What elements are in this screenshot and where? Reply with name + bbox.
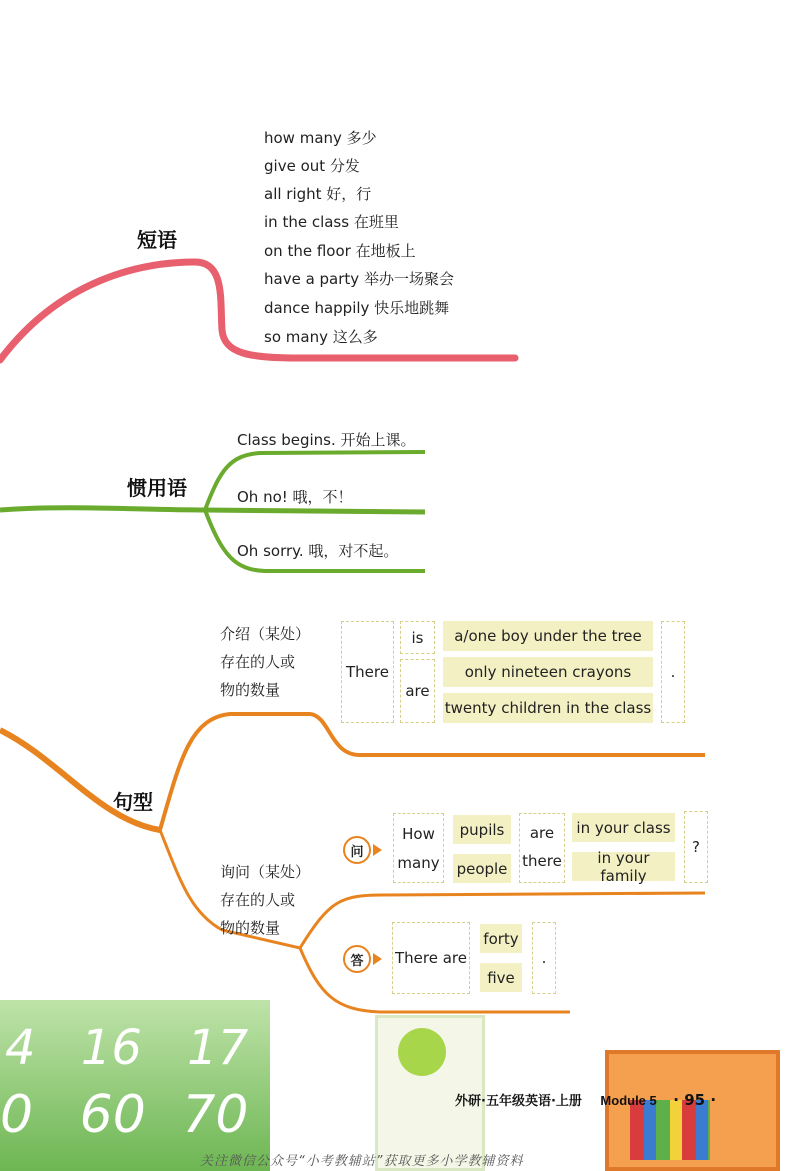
phrase-item: how many 多少 [264, 129, 377, 147]
idiom-item: Oh no! 哦，不！ [237, 488, 353, 506]
how-word: How [402, 825, 435, 843]
chalk-number: 17 [187, 1020, 249, 1076]
sentences-heading: 句型 [113, 790, 153, 814]
noun-option: people [453, 854, 511, 883]
intro-label [220, 620, 310, 704]
page-footer [455, 1090, 716, 1109]
phrase-item: so many 这么多 [264, 328, 378, 346]
idiom-item: Class begins. 开始上课。 [237, 431, 416, 449]
place-option: in your class [572, 813, 675, 842]
intro-is: is [411, 628, 424, 647]
chalk-number: 60 [79, 1085, 146, 1145]
intro-are: are [405, 682, 430, 700]
phrase-item: have a party 举办一场聚会 [264, 270, 454, 288]
phrase-item: all right 好，行 [264, 185, 372, 203]
intro-there: There [346, 663, 389, 681]
question-badge: 问 [343, 836, 371, 864]
module-label: Module 5 [600, 1093, 657, 1108]
intro-label-line: 存在的人或 [220, 653, 296, 671]
ask-label-line: 询问（某处） [220, 863, 311, 881]
chalk-number: 0 [0, 1085, 34, 1145]
phrases-heading: 短语 [137, 228, 177, 252]
phrase-item: on the floor 在地板上 [264, 242, 416, 260]
intro-label-line: 物的数量 [220, 681, 281, 699]
arrow-right-icon [373, 953, 382, 965]
question-mark: ? [692, 838, 700, 856]
book-title: 外研·五年级英语·上册 [455, 1094, 582, 1109]
intro-item: only nineteen crayons [443, 657, 653, 687]
phrase-item: in the class 在班里 [264, 213, 399, 231]
watermark-text: 关注微信公众号“小考教辅站”获取更多小学教辅资料 [200, 1154, 524, 1169]
ask-label-line: 存在的人或 [220, 891, 296, 909]
intro-item: a/one boy under the tree [443, 621, 653, 651]
ask-label [220, 858, 310, 942]
there-word: there [522, 852, 562, 870]
place-option: in your family [572, 852, 675, 881]
idioms-heading: 惯用语 [127, 476, 187, 500]
there-are-words: There are [395, 949, 467, 967]
chalk-number: 4 [5, 1020, 36, 1076]
chalk-number: 70 [182, 1085, 249, 1145]
are-word: are [529, 824, 555, 842]
answer-period: . [541, 949, 547, 967]
number-option: five [480, 963, 522, 992]
phrase-item: give out 分发 [264, 157, 360, 175]
number-option: forty [480, 924, 522, 953]
arrow-right-icon [373, 844, 382, 856]
idiom-item: Oh sorry. 哦，对不起。 [237, 542, 399, 560]
noun-option: pupils [453, 815, 511, 844]
many-word: many [397, 854, 440, 872]
ask-label-line: 物的数量 [220, 919, 281, 937]
answer-badge: 答 [343, 945, 371, 973]
page-number: · 95 · [673, 1091, 717, 1109]
chalk-number: 16 [80, 1020, 142, 1076]
intro-end-mark: . [670, 663, 676, 681]
intro-label-line: 介绍（某处） [220, 625, 311, 643]
intro-item: twenty children in the class [443, 693, 653, 723]
phrase-item: dance happily 快乐地跳舞 [264, 299, 450, 317]
